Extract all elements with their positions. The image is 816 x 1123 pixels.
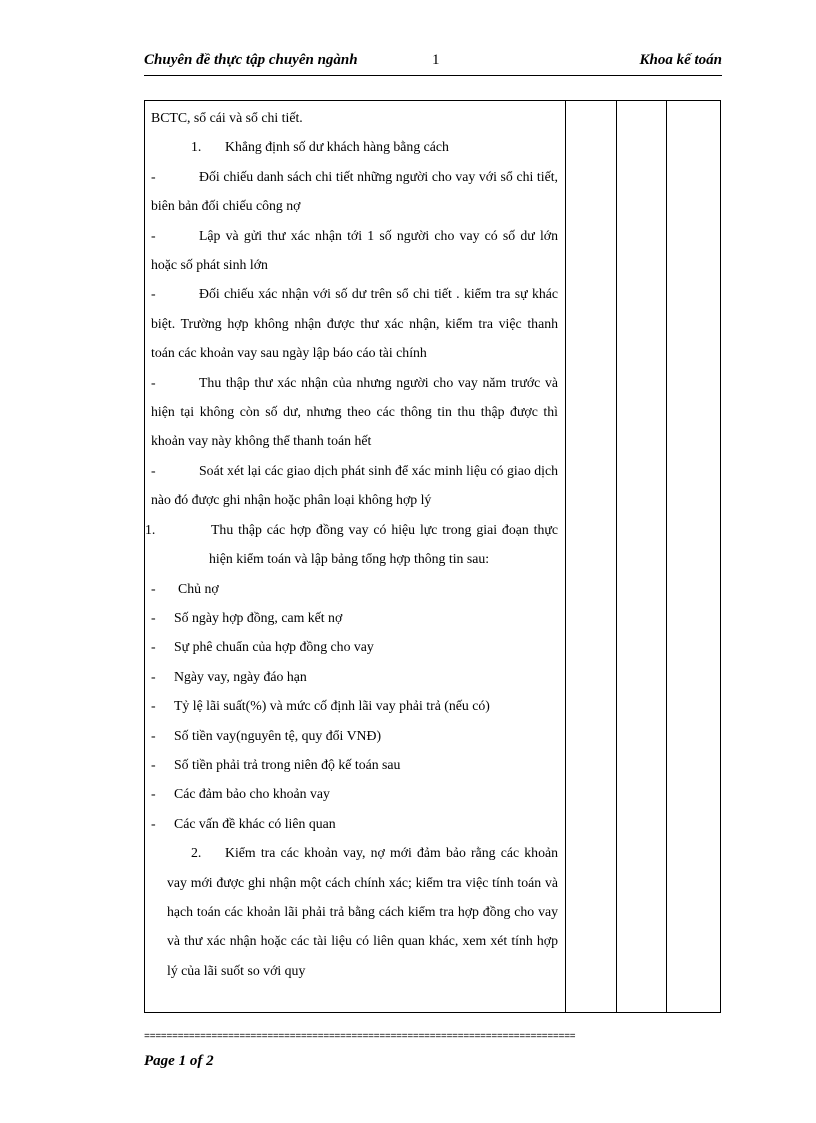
item-text: Khẳng định số dư khách hàng bằng cách	[225, 139, 449, 155]
list-item: - Số ngày hợp đồng, cam kết nợ	[151, 609, 343, 625]
paragraph-text: Thu thập thư xác nhận của nhưng người cho vay năm trước và hiện tại không còn số dư, nhưng theo các thông tin thu thập được thì khoản vay này không thể thanh toán hết	[151, 374, 558, 449]
item-number: 2.	[191, 845, 202, 861]
column-divider	[565, 101, 566, 1012]
header-rule	[144, 75, 722, 76]
footer-separator: =============================================================================	[144, 1033, 576, 1043]
list-item: - Các vấn đề khác có liên quan	[151, 815, 336, 831]
page-count: Page 1 of 2	[144, 1053, 214, 1069]
table-cell-procedures	[145, 103, 558, 985]
numbered-item	[151, 838, 558, 985]
paragraph-text: Soát xét lại các giao dịch phát sinh để xác minh liệu có giao dịch nào đó được ghi nhận hoặc phân loại không hợp lý	[151, 462, 558, 508]
header-department: Khoa kế toán	[639, 52, 722, 68]
numbered-item	[145, 515, 558, 574]
paragraph-text: Lập và gửi thư xác nhận tới 1 số người cho vay có số dư lớn hoặc số phát sinh lớn	[151, 227, 558, 273]
list-item: - Chủ nợ	[151, 580, 219, 596]
header-title: Chuyên đề thực tập chuyên ngành	[144, 52, 358, 68]
item-number: 1.	[145, 521, 156, 537]
paragraph-text: Đối chiếu danh sách chi tiết những người cho vay với sổ chi tiết, biên bản đối chiếu công nợ	[151, 168, 558, 214]
list-item: - Sự phê chuẩn của hợp đồng cho vay	[151, 639, 374, 655]
list-item: - Số tiền vay(nguyên tệ, quy đổi VNĐ)	[151, 727, 382, 743]
column-divider	[666, 101, 667, 1012]
dash-paragraph: - Thu thập thư xác nhận của nhưng người cho vay năm trước và hiện tại không còn số dư, nhưng theo các thông tin thu thập được thì khoản vay này không thể thanh toán hết	[151, 374, 558, 449]
paragraph-text: Đối chiếu xác nhận với số dư trên sổ chi tiết . kiểm tra sự khác biệt. Trường hợp không nhận được thư xác nhận, kiểm tra việc thanh toán các khoản vay sau ngày lập báo cáo tài chính	[151, 286, 558, 361]
header-page-number: 1	[432, 52, 440, 68]
list-item: - Ngày vay, ngày đáo hạn	[151, 668, 307, 684]
column-divider	[616, 101, 617, 1012]
numbered-item	[151, 132, 558, 161]
content-table	[144, 100, 721, 1013]
intro-line: BCTC, sổ cái và sổ chi tiết.	[151, 110, 303, 125]
item-text: Thu thập các hợp đồng vay có hiệu lực trong giai đoạn thực hiện kiểm toán và lập bảng tổng hợp thông tin sau:	[209, 521, 558, 567]
dash-paragraph: - Lập và gửi thư xác nhận tới 1 số người cho vay có số dư lớn hoặc số phát sinh lớn	[151, 227, 558, 273]
list-item: - Các đảm bảo cho khoản vay	[151, 786, 330, 802]
dash-paragraph: - Đối chiếu xác nhận với số dư trên sổ chi tiết . kiểm tra sự khác biệt. Trường hợp không nhận được thư xác nhận, kiểm tra việc thanh toán các khoản vay sau ngày lập báo cáo tài chính	[151, 286, 558, 361]
list-item: - Số tiền phải trả trong niên độ kế toán sau	[151, 756, 401, 772]
item-text: Kiểm tra các khoản vay, nợ mới đảm bảo rằng các khoản vay mới được ghi nhận một cách chính xác; kiểm tra việc tính toán và hạch toán các khoản lãi phải trả bằng cách kiểm tra hợp đồng cho vay và thư xác nhận hoặc các tài liệu có liên quan khác, xem xét tính hợp lý của lãi suốt so với quy	[167, 845, 558, 978]
list-item: - Tỷ lệ lãi suất(%) và mức cố định lãi vay phải trả (nếu có)	[151, 698, 490, 714]
item-number: 1.	[191, 139, 202, 155]
dash-paragraph: - Đối chiếu danh sách chi tiết những người cho vay với sổ chi tiết, biên bản đối chiếu công nợ	[151, 168, 558, 214]
page-header	[144, 52, 722, 74]
dash-paragraph: - Soát xét lại các giao dịch phát sinh để xác minh liệu có giao dịch nào đó được ghi nhận hoặc phân loại không hợp lý	[151, 462, 558, 508]
